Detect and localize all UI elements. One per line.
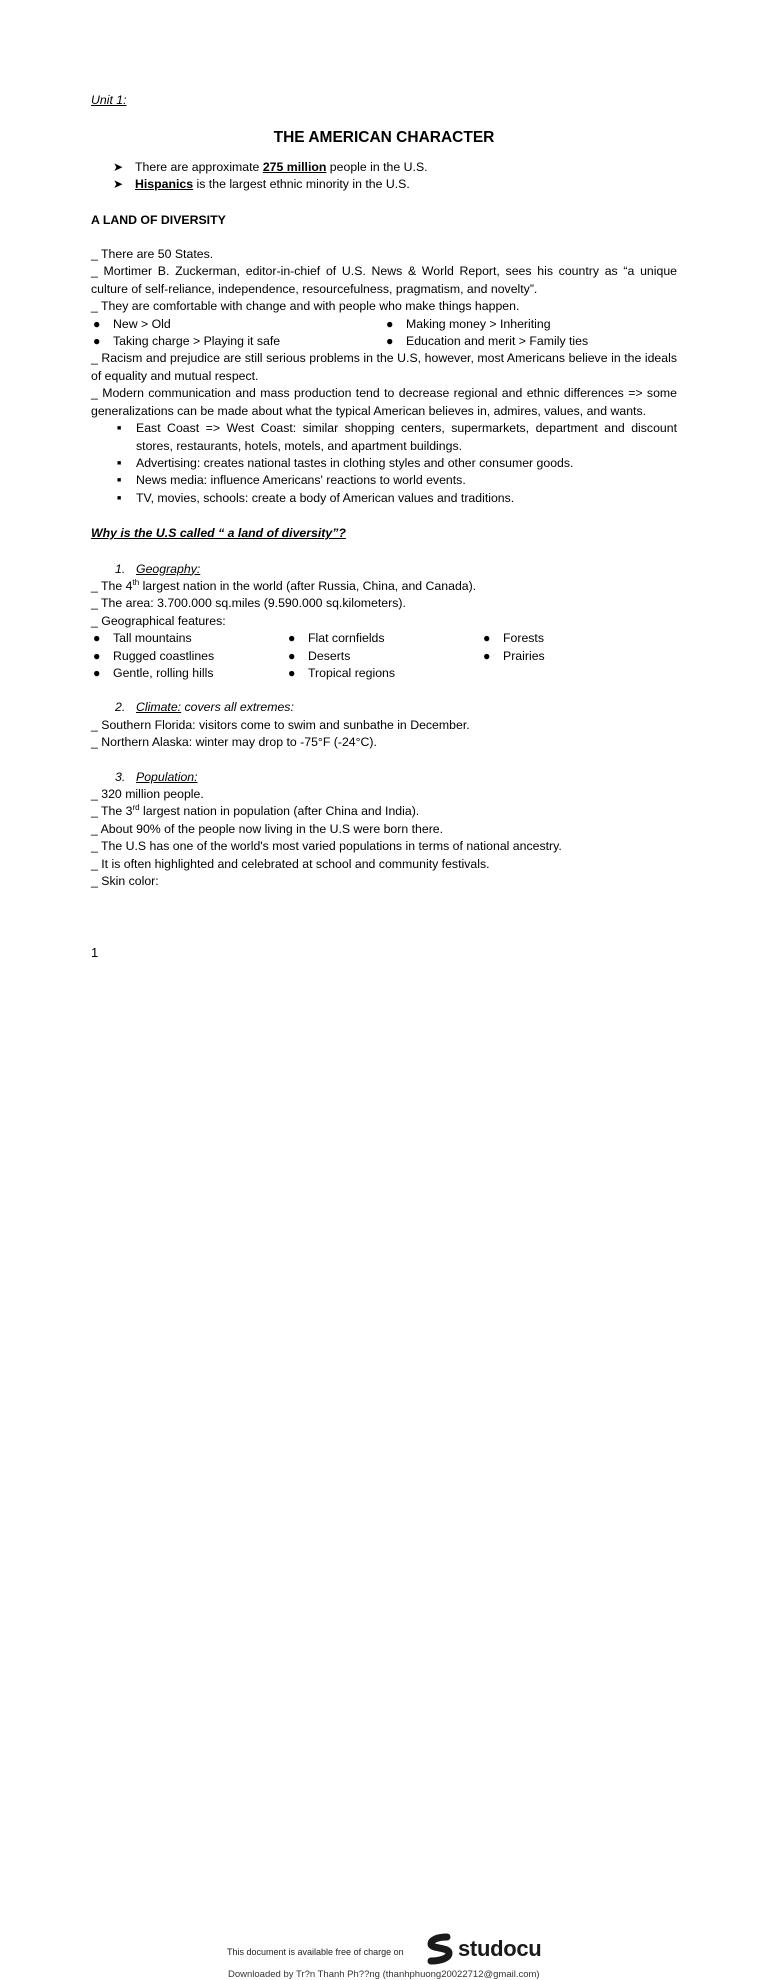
list-item — [91, 490, 677, 507]
list-item-text: Tropical regions — [308, 665, 396, 680]
fact-text: There are approximate — [135, 159, 263, 174]
superscript: th — [132, 577, 140, 587]
comparison-list — [91, 316, 677, 351]
features-list — [91, 630, 677, 682]
list-item-text: East Coast => West Coast: similar shopping centers, supermarkets, department and discount stores, restaurants, hotels, motels, and apartment buildings. — [136, 421, 677, 453]
download-note: Downloaded by Tr?n Thanh Ph??ng (thanhphuong20022712@gmail.com) — [228, 1969, 540, 1980]
paragraph: _ Skin color: — [91, 874, 159, 889]
heading-label: Population: — [136, 769, 198, 784]
list-item-text: Making money > Inheriting — [406, 316, 551, 331]
text-run: _ The 3 — [91, 804, 133, 819]
paragraph: _ The area: 3.700.000 sq.miles (9.590.000 sq.kilometers). — [91, 596, 406, 611]
list-item-text: Prairies — [503, 648, 545, 663]
list-item — [286, 630, 481, 647]
list-item-text: Education and merit > Family ties — [406, 334, 589, 349]
document-body — [91, 92, 677, 890]
list-item — [91, 472, 677, 489]
list-item-text: Tall mountains — [113, 631, 192, 646]
list-item-text: New > Old — [113, 316, 171, 331]
bullet-icon: ● — [386, 316, 394, 331]
heading-rest: covers all extremes: — [181, 700, 294, 715]
list-item — [91, 333, 384, 350]
list-item — [91, 665, 286, 682]
fact-text: people in the U.S. — [326, 159, 428, 174]
square-bullet-icon: ■ — [117, 477, 122, 485]
text-run: _ The 4 — [91, 578, 133, 593]
list-item-text: Taking charge > Playing it safe — [113, 334, 281, 349]
paragraph: _ Modern communication and mass production tend to decrease regional and ethnic differences => some generalizations can be made about what the typical American believes in, admires, values, and wants. — [91, 386, 677, 418]
spacer — [91, 682, 677, 699]
paragraph: _ It is often highlighted and celebrated at school and community festivals. — [91, 856, 490, 871]
bullet-icon: ● — [386, 334, 394, 349]
fact-item — [113, 176, 677, 193]
paragraph: _ Mortimer B. Zuckerman, editor-in-chief of U.S. News & World Report, sees his country as “a unique culture of self-reliance, independence, resourcefulness, pragmatism, and novelty”. — [91, 264, 677, 296]
intro-facts — [113, 159, 677, 194]
bullet-icon: ● — [93, 316, 101, 331]
paragraph: _ 320 million people. — [91, 787, 204, 801]
list-item-text: Gentle, rolling hills — [113, 665, 214, 680]
numbered-heading-geography — [91, 561, 677, 578]
list-item-text: Rugged coastlines — [113, 648, 215, 663]
list-item-text: Flat cornfields — [308, 631, 385, 646]
list-item — [481, 648, 677, 665]
studocu-logo-icon — [425, 1933, 455, 1965]
unit-label: Unit 1: — [91, 93, 127, 107]
paragraph: _ Northern Alaska: winter may drop to -75°F (-24°C). — [91, 735, 377, 750]
paragraph — [91, 803, 677, 820]
heading-label: Climate: — [136, 700, 182, 715]
list-item-text: Deserts — [308, 648, 351, 663]
square-bullet-icon: ■ — [117, 459, 122, 467]
text-run: largest nation in population (after China and India). — [139, 804, 420, 819]
list-item — [384, 333, 677, 350]
page-title: THE AMERICAN CHARACTER — [273, 129, 495, 147]
numbered-heading-climate — [91, 699, 677, 716]
bullet-icon: ● — [93, 631, 101, 646]
bullet-icon: ● — [93, 665, 101, 680]
paragraph: _ The U.S has one of the world's most varied populations in terms of national ancestry. — [91, 839, 562, 854]
square-bullet-icon: ■ — [117, 494, 122, 502]
list-item — [384, 316, 677, 333]
spacer — [91, 752, 677, 769]
bullet-icon: ● — [93, 648, 101, 663]
list-item — [91, 316, 384, 333]
square-bullet-list — [91, 420, 677, 507]
bullet-icon: ● — [288, 648, 296, 663]
question-heading: Why is the U.S called “ a land of diversity”? — [91, 526, 346, 541]
list-item — [91, 648, 286, 665]
list-item — [481, 630, 677, 647]
arrow-bullet-icon: ➤ — [113, 177, 124, 192]
paragraph: _ Geographical features: — [91, 613, 226, 628]
fact-item — [113, 159, 677, 176]
arrow-bullet-icon: ➤ — [113, 159, 124, 174]
list-item-text: Advertising: creates national tastes in clothing styles and other consumer goods. — [136, 455, 574, 470]
fact-text: is the largest ethnic minority in the U.S. — [193, 177, 410, 192]
paragraph: _ About 90% of the people now living in the U.S were born there. — [91, 821, 444, 836]
list-item — [91, 630, 286, 647]
availability-note: This document is available free of charge on — [227, 1947, 404, 1957]
paragraph: _ There are 50 States. — [91, 247, 214, 262]
bullet-icon: ● — [288, 665, 296, 680]
text-run: largest nation in the world (after Russia, China, and Canada). — [139, 578, 477, 593]
paragraph — [91, 578, 677, 595]
studocu-logo[interactable] — [425, 1933, 541, 1965]
studocu-footer — [0, 966, 768, 1980]
bullet-icon: ● — [93, 334, 101, 349]
fact-highlight: Hispanics — [135, 177, 194, 192]
heading-number: 1. — [115, 561, 126, 576]
heading-number: 2. — [115, 700, 126, 715]
fact-highlight: 275 million — [262, 159, 327, 174]
studocu-wordmark: studocu — [458, 1936, 542, 1961]
list-item — [91, 455, 677, 472]
bullet-icon: ● — [483, 648, 491, 663]
bullet-icon: ● — [288, 631, 296, 646]
list-item-text: TV, movies, schools: create a body of American values and traditions. — [136, 490, 515, 505]
paragraph: _ They are comfortable with change and with people who make things happen. — [91, 299, 520, 314]
heading-label: Geography: — [136, 561, 201, 576]
paragraph: _ Southern Florida: visitors come to swim and sunbathe in December. — [91, 717, 470, 732]
list-item — [286, 665, 481, 682]
superscript: rd — [132, 803, 140, 813]
bullet-icon: ● — [483, 631, 491, 646]
list-item — [91, 420, 677, 455]
section-heading: A LAND OF DIVERSITY — [91, 212, 226, 227]
numbered-heading-population — [91, 769, 677, 786]
list-item-text: Forests — [503, 631, 544, 646]
heading-number: 3. — [115, 769, 126, 784]
list-item-text: News media: influence Americans' reactions to world events. — [136, 473, 466, 488]
paragraph: _ Racism and prejudice are still serious problems in the U.S, however, most Americans believe in the ideals of equality and mutual respect. — [91, 351, 677, 383]
list-item — [286, 648, 481, 665]
square-bullet-icon: ■ — [117, 425, 122, 433]
page-number: 1 — [91, 945, 99, 960]
